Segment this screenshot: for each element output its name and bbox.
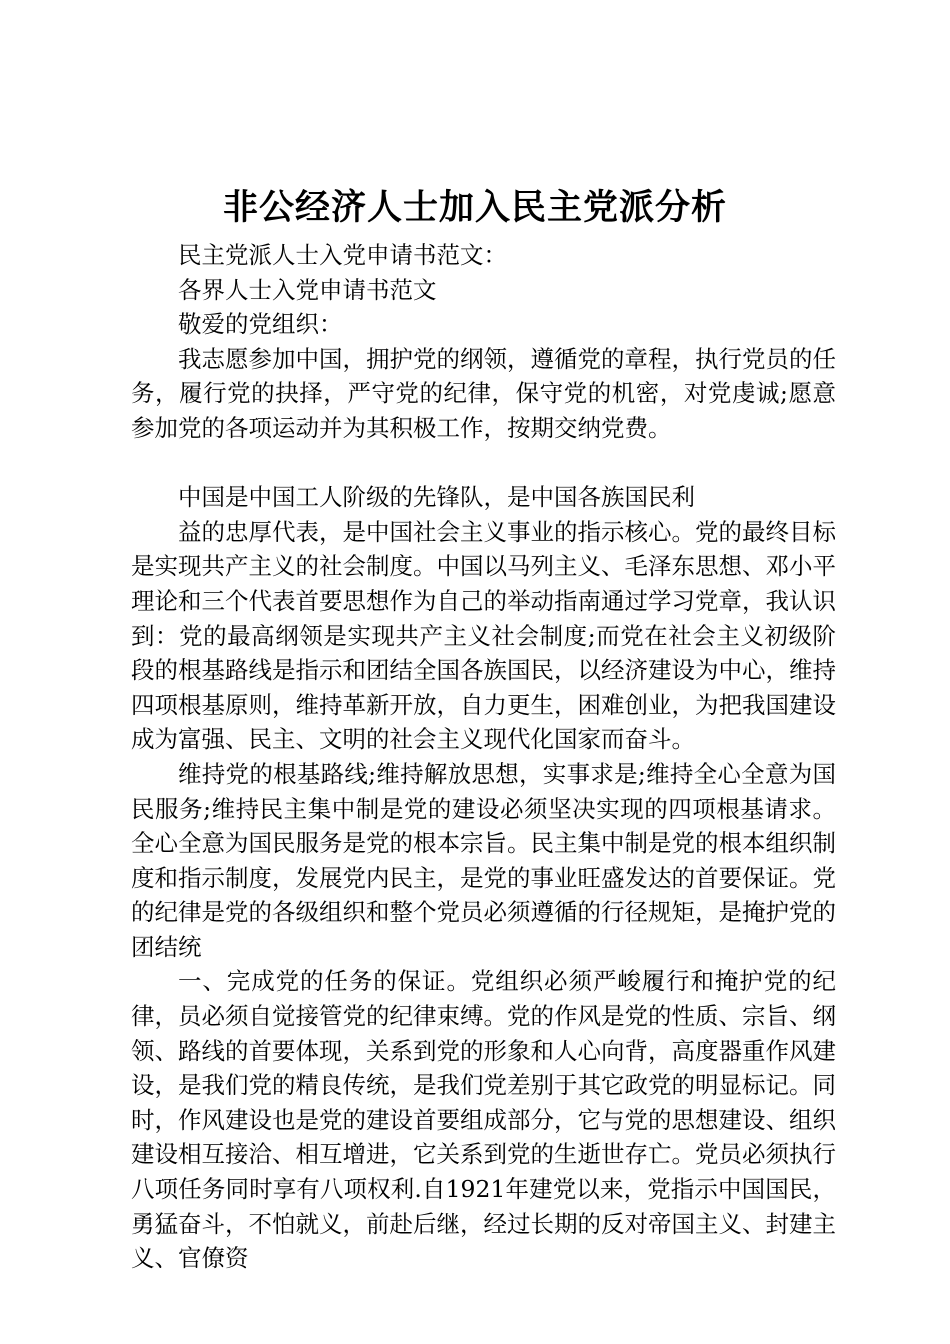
body-paragraph: 敬爱的党组织： bbox=[178, 310, 343, 339]
body-paragraph: 益的忠厚代表，是中国社会主义事业的指示核心。党的最终目标是实现共产主义的社会制度。中国以马列主义、毛泽东思想、邓小平理论和三个代表首要思想作为自己的举动指南通过学习党章，我认识到：党的最高纲领是实现共产主义社会制度;而党在社会主义初级阶段的根基路线是指示和团结全国各族国民，以经济建设为中心，维持四项根基原则，维持革新开放，自力更生，困难创业，为把我国建设成为富强、民主、文明的社会主义现代化国家而奋斗。 bbox=[131, 517, 836, 754]
body-paragraph: 各界人士入党申请书范文 bbox=[178, 275, 437, 304]
blank-line bbox=[131, 446, 836, 481]
body-paragraph: 民主党派人士入党申请书范文： bbox=[178, 241, 507, 269]
body-paragraph: 我志愿参加中国，拥护党的纲领，遵循党的章程，执行党员的任务，履行党的抉择，严守党的纪律，保守党的机密，对党虔诚;愿意参加党的各项运动并为其积极工作，按期交纳党费。 bbox=[131, 344, 836, 442]
body-paragraph: 中国是中国工人阶级的先锋队，是中国各族国民利 bbox=[178, 483, 695, 512]
document-title: 非公经济人士加入民主党派分析 bbox=[222, 187, 727, 228]
body-paragraph: 一、完成党的任务的保证。党组织必须严峻履行和掩护党的纪律，员必须自觉接管党的纪律束缚。党的作风是党的性质、宗旨、纲领、路线的首要体现，关系到党的形象和人心向背，高度器重作风建设，是我们党的精良传统，是我们党差别于其它政党的明显标记。同时，作风建设也是党的建设首要组成部分，它与党的思想建设、组织建设相互接洽、相互增进，它关系到党的生逝世存亡。党员必须执行八项任务同时享有八项权利.自1921年建党以来，党指示中国国民，勇猛奋斗，不怕就义，前赴后继，经过长期的反对帝国主义、封建主义、官僚资 bbox=[131, 967, 836, 1273]
body-paragraph: 维持党的根基路线;维持解放思想，实事求是;维持全心全意为国民服务;维持民主集中制是党的建设必须坚决实现的四项根基请求。全心全意为国民服务是党的根本宗旨。民主集中制是党的根本组织制度和指示制度，发展党内民主，是党的事业旺盛发达的首要保证。党的纪律是党的各级组织和整个党员必须遵循的行径规矩，是掩护党的团结统 bbox=[131, 759, 836, 961]
document-body bbox=[131, 238, 836, 1276]
